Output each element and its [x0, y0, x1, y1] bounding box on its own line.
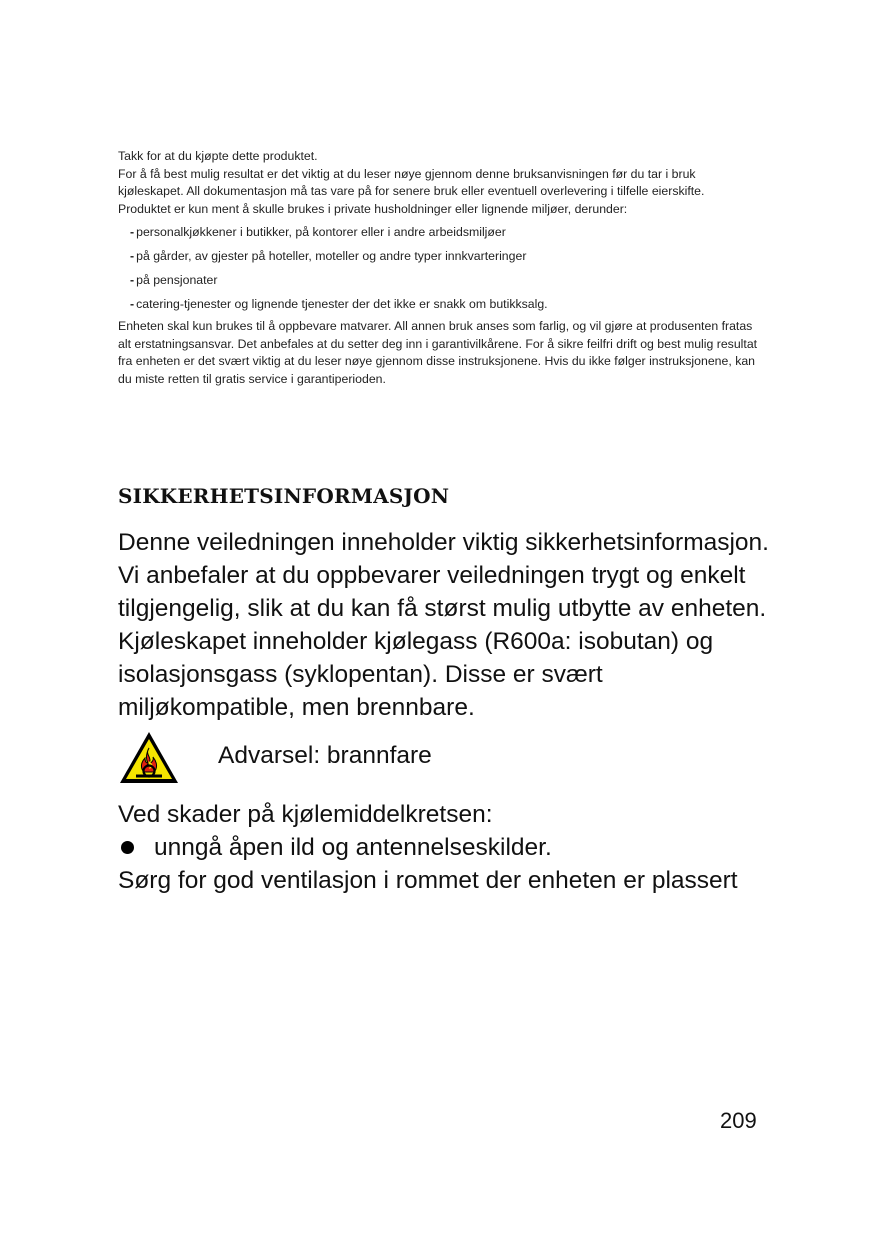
- list-item-text: på pensjonater: [136, 273, 218, 287]
- bullet-item: [118, 831, 778, 864]
- list-item: [130, 268, 758, 292]
- dash-marker: -: [130, 273, 135, 287]
- fire-warning: [118, 728, 778, 788]
- list-item: [130, 292, 758, 316]
- list-item: [130, 244, 758, 268]
- dash-marker: -: [130, 249, 135, 263]
- bullet-text: unngå åpen ild og antennelseskilder.: [154, 834, 552, 861]
- list-item-text: på gårder, av gjester på hoteller, moteller og andre typer innkvarteringer: [136, 249, 527, 263]
- refrigerant-paragraph: Kjøleskapet inneholder kjølegass (R600a: isobutan) og isolasjonsgass (syklopentan). Disse er svært miljøkompatible, men brennbare.: [118, 628, 714, 721]
- bullet-icon: [121, 841, 134, 854]
- dash-marker: -: [130, 297, 135, 311]
- intro-usage-notice: Enheten skal kun brukes til å oppbevare matvarer. All annen bruk anses som farlig, og vil gjøre at produsenten fratas alt erstatningsansvar. Det anbefales at du setter deg inn i garantivilkårene. For å sikre feilfri drift og best mulig resultat fra enheten er det svært viktig at du leser nøye gjennom disse instruksjonene. Hvis du ikke følger instruksjonene, kan du miste retten til gratis service i garantiperioden.: [118, 319, 758, 386]
- dash-marker: -: [130, 225, 135, 239]
- safety-guide-paragraph: Denne veiledningen inneholder viktig sikkerhetsinformasjon. Vi anbefaler at du oppbevarer veiledningen trygt og enkelt tilgjengelig, slik at du kan få størst mulig utbytte av enheten.: [118, 529, 769, 622]
- list-item-text: catering-tjenester og lignende tjenester der det ikke er snakk om butikksalg.: [136, 297, 548, 311]
- safety-heading: SIKKERHETSINFORMASJON: [118, 484, 450, 508]
- intro-section: [118, 148, 758, 388]
- damage-intro: Ved skader på kjølemiddelkretsen:: [118, 801, 493, 828]
- intro-thanks: Takk for at du kjøpte dette produktet.: [118, 149, 318, 163]
- ventilation-text: Sørg for god ventilasjon i rommet der enheten er plassert: [118, 867, 738, 894]
- safety-section: [118, 526, 778, 897]
- warning-text: Advarsel: brannfare: [218, 741, 432, 769]
- list-item: [130, 220, 758, 244]
- intro-instructions: For å få best mulig resultat er det viktig at du leser nøye gjennom denne bruksanvisningen før du tar i bruk kjøleskapet. All dokumentasjon må tas vare på for senere bruk eller eventuell overlevering i tilfelle eierskifte. Produktet er kun ment å skulle brukes i private husholdninger eller lignende miljøer, derunder:: [118, 166, 705, 216]
- flammable-warning-icon: [118, 730, 180, 786]
- list-item-text: personalkjøkkener i butikker, på kontorer eller i andre arbeidsmiljøer: [136, 225, 506, 239]
- page-number: 209: [720, 1108, 757, 1133]
- usage-environments-list: [118, 220, 758, 316]
